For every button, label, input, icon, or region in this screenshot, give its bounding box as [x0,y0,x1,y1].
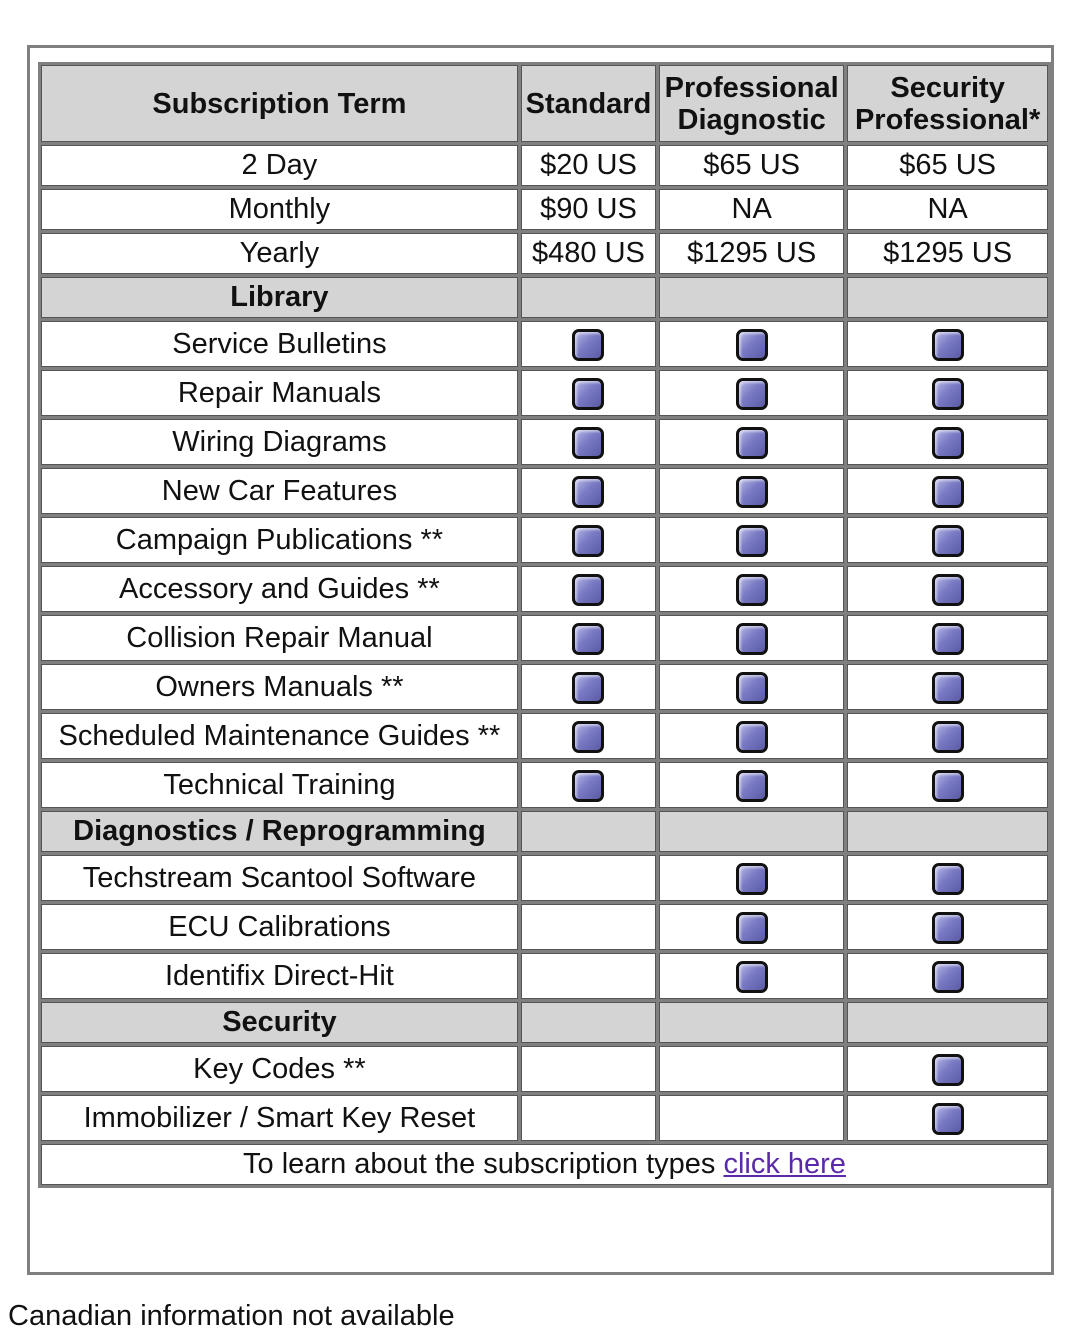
header-professional-diagnostic [659,65,844,142]
feature-label: Campaign Publications ** [41,517,518,563]
checkbox-icon [932,427,964,459]
feature-row [41,370,1048,416]
checkbox-icon [932,912,964,944]
price-pro: $1295 US [659,233,844,274]
checkbox-icon [736,623,768,655]
header-sec-line1: Security [890,71,1005,104]
price-term: Monthly [41,189,518,230]
price-pro: $65 US [659,145,844,186]
feature-row [41,664,1048,710]
canadian-note: Canadian information not available [8,1300,455,1332]
feature-label: New Car Features [41,468,518,514]
checkbox-icon [572,525,604,557]
header-sec-line2: Professional* [854,103,1041,136]
feature-label: Technical Training [41,762,518,808]
section-diagnostics-label: Diagnostics / Reprogramming [41,811,518,852]
header-standard: Standard [521,65,656,142]
checkbox-icon [736,961,768,993]
checkbox-icon [932,1103,964,1135]
feature-row [41,517,1048,563]
checkbox-icon [572,721,604,753]
feature-label: Repair Manuals [41,370,518,416]
checkbox-icon [572,329,604,361]
price-sec: NA [847,189,1048,230]
feature-label: Wiring Diagrams [41,419,518,465]
feature-row [41,1046,1048,1092]
footer-row [41,1144,1048,1185]
feature-row [41,953,1048,999]
checkbox-icon [736,329,768,361]
checkbox-icon [932,721,964,753]
subscription-panel [27,45,1054,1275]
section-library-label: Library [41,277,518,318]
feature-row [41,904,1048,950]
checkbox-icon [932,1054,964,1086]
checkbox-icon [572,672,604,704]
feature-row [41,855,1048,901]
header-term: Subscription Term [41,65,518,142]
checkbox-icon [572,427,604,459]
price-pro: NA [659,189,844,230]
feature-label: Accessory and Guides ** [41,566,518,612]
price-term: 2 Day [41,145,518,186]
feature-label: Key Codes ** [41,1046,518,1092]
checkbox-icon [572,623,604,655]
feature-label: Collision Repair Manual [41,615,518,661]
feature-row [41,468,1048,514]
section-row-diagnostics [41,811,1048,852]
checkbox-icon [572,378,604,410]
checkbox-icon [932,378,964,410]
checkbox-icon [932,623,964,655]
feature-label: Scheduled Maintenance Guides ** [41,713,518,759]
checkbox-icon [932,329,964,361]
checkbox-icon [736,427,768,459]
feature-label: Service Bulletins [41,321,518,367]
checkbox-icon [572,476,604,508]
price-row-2day [41,145,1048,186]
header-security-professional [847,65,1048,142]
header-pro-line2: Diagnostic [677,103,826,136]
feature-label: Identifix Direct-Hit [41,953,518,999]
price-sec: $1295 US [847,233,1048,274]
checkbox-icon [932,476,964,508]
price-sec: $65 US [847,145,1048,186]
feature-row [41,321,1048,367]
checkbox-icon [736,721,768,753]
checkbox-icon [736,525,768,557]
checkbox-icon [736,770,768,802]
checkbox-icon [932,770,964,802]
checkbox-icon [736,912,768,944]
checkbox-icon [932,672,964,704]
checkbox-icon [736,672,768,704]
subscription-table [38,62,1051,1188]
section-security-label: Security [41,1002,518,1043]
feature-label: ECU Calibrations [41,904,518,950]
feature-row [41,615,1048,661]
feature-label: Immobilizer / Smart Key Reset [41,1095,518,1141]
checkbox-icon [736,476,768,508]
checkbox-icon [736,378,768,410]
section-row-security [41,1002,1048,1043]
price-standard: $480 US [521,233,656,274]
feature-row [41,713,1048,759]
feature-label: Owners Manuals ** [41,664,518,710]
checkbox-icon [932,961,964,993]
header-row [41,65,1048,142]
feature-label: Techstream Scantool Software [41,855,518,901]
checkbox-icon [736,574,768,606]
feature-row [41,419,1048,465]
feature-row [41,1095,1048,1141]
section-row-library [41,277,1048,318]
price-standard: $20 US [521,145,656,186]
checkbox-icon [932,863,964,895]
subscription-types-link[interactable]: click here [723,1148,846,1180]
footer-cell [41,1144,1048,1185]
price-standard: $90 US [521,189,656,230]
feature-row [41,762,1048,808]
price-row-yearly [41,233,1048,274]
footer-text: To learn about the subscription types [243,1148,724,1180]
checkbox-icon [932,525,964,557]
header-pro-line1: Professional [664,71,839,104]
price-term: Yearly [41,233,518,274]
checkbox-icon [572,574,604,606]
checkbox-icon [572,770,604,802]
checkbox-icon [932,574,964,606]
checkbox-icon [736,863,768,895]
feature-row [41,566,1048,612]
price-row-monthly [41,189,1048,230]
